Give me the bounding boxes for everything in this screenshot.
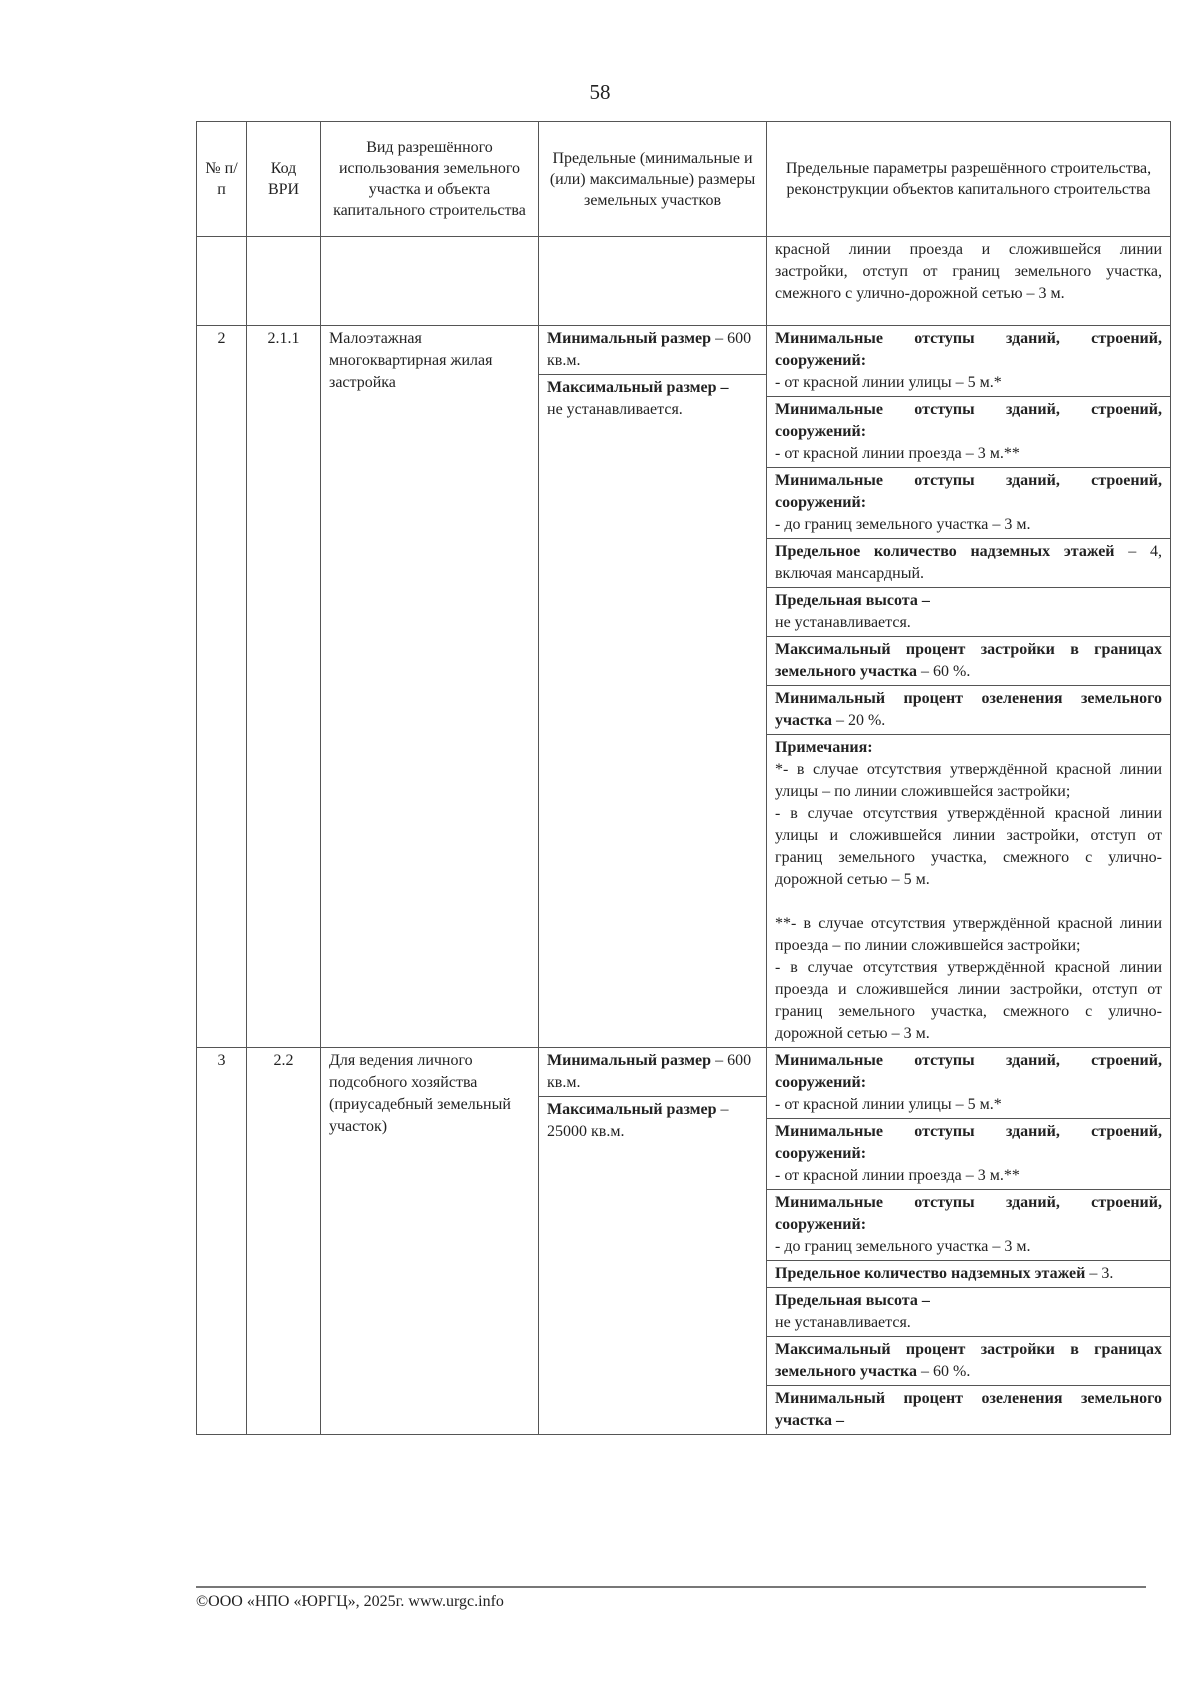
param-value: - от красной линии проезда – 3 м.** (775, 1167, 1020, 1184)
notes-title: Примечания: (775, 739, 873, 756)
footer-copyright: ©ООО «НПО «ЮРГЦ», 2025г. www.urgc.info (196, 1593, 504, 1610)
row-num: 3 (197, 1048, 247, 1435)
row-size (539, 1048, 767, 1435)
param-value: не устанавливается. (775, 1314, 911, 1331)
min-size-label: Минимальный размер (547, 330, 712, 347)
param-block (767, 686, 1170, 735)
notes-block (767, 735, 1170, 1047)
param-value: - от красной линии проезда – 3 м.** (775, 445, 1020, 462)
param-label: Минимальные отступы зданий, строений, сооружений: (775, 1194, 1162, 1233)
param-block (767, 637, 1170, 686)
param-block (767, 1288, 1170, 1337)
param-block (767, 326, 1170, 397)
param-block (767, 468, 1170, 539)
param-block (767, 397, 1170, 468)
min-size-value: – 600 кв.м. (547, 1052, 752, 1091)
param-label: Предельная высота – (775, 592, 930, 609)
header-type: Вид разрешённого использования земельного участка и объекта капитального строительства (321, 122, 539, 237)
header-code: Код ВРИ (247, 122, 321, 237)
param-label: Предельное количество надземных этажей (775, 543, 1115, 560)
max-size-value: не устанавливается. (547, 401, 683, 418)
param-value: не устанавливается. (775, 614, 911, 631)
note-line: **- в случае отсутствия утверждённой красной линии проезда – по линии сложившейся застройки; (775, 915, 1162, 954)
param-label: Максимальный процент застройки в границах земельного участка (775, 641, 1162, 680)
param-label: Минимальный процент озеленения земельного участка – (775, 1390, 1162, 1429)
param-block (767, 1261, 1170, 1288)
param-value: - до границ земельного участка – 3 м. (775, 516, 1031, 533)
row-params (767, 1048, 1171, 1435)
note-line: - в случае отсутствия утверждённой красной линии проезда и сложившейся линии застройки, отступ от границ земельного участка, смежного с улично-дорожной сетью – 3 м. (775, 959, 1162, 1042)
param-label: Максимальный процент застройки в границах земельного участка (775, 1341, 1162, 1380)
max-size (539, 375, 766, 423)
param-label: Предельное количество надземных этажей (775, 1265, 1086, 1282)
param-value: – 60 %. (917, 1363, 971, 1380)
header-size: Предельные (минимальные и (или) максимальные) размеры земельных участков (539, 122, 767, 237)
param-label: Предельная высота – (775, 1292, 930, 1309)
table-row (197, 1048, 1171, 1435)
param-block (767, 1190, 1170, 1261)
continued-params-text: красной линии проезда и сложившейся линии застройки, отступ от границ земельного участка, смежного с улично-дорожной сетью – 3 м. (767, 237, 1171, 326)
header-params: Предельные параметры разрешённого строительства, реконструкции объектов капитального строительства (767, 122, 1171, 237)
min-size (539, 1048, 766, 1097)
row-type: Для ведения личного подсобного хозяйства (приусадебный земельный участок) (321, 1048, 539, 1435)
param-block (767, 1337, 1170, 1386)
param-label: Минимальные отступы зданий, строений, сооружений: (775, 330, 1162, 369)
max-size-label: Максимальный размер (547, 1101, 717, 1118)
param-value: - от красной линии улицы – 5 м.* (775, 1096, 1002, 1113)
param-value: – 3. (1085, 1265, 1114, 1282)
note-line: - в случае отсутствия утверждённой красной линии улицы и сложившейся линии застройки, отступ от границ земельного участка, смежного с улично-дорожной сетью – 5 м. (775, 805, 1162, 888)
param-value: – 4, включая мансардный. (775, 543, 1162, 582)
min-size (539, 326, 766, 375)
note-line: *- в случае отсутствия утверждённой красной линии улицы – по линии сложившейся застройки; (775, 761, 1162, 800)
param-label: Минимальные отступы зданий, строений, сооружений: (775, 472, 1162, 511)
param-label: Минимальный процент озеленения земельного участка (775, 690, 1162, 729)
param-block (767, 539, 1170, 588)
param-value: – 20 %. (831, 712, 886, 729)
footer-divider (196, 1586, 1146, 1588)
header-num: № п/п (197, 122, 247, 237)
row-code: 2.1.1 (247, 326, 321, 1048)
regulations-table (196, 121, 1171, 1435)
table-header-row (197, 122, 1171, 237)
param-block (767, 1048, 1170, 1119)
min-size-label: Минимальный размер (547, 1052, 712, 1069)
row-params (767, 326, 1171, 1048)
param-label: Минимальные отступы зданий, строений, сооружений: (775, 1123, 1162, 1162)
row-size (539, 326, 767, 1048)
param-label: Минимальные отступы зданий, строений, сооружений: (775, 1052, 1162, 1091)
max-size-value: – 25000 кв.м. (547, 1101, 729, 1140)
param-value: - от красной линии улицы – 5 м.* (775, 374, 1002, 391)
row-num: 2 (197, 326, 247, 1048)
row-type: Малоэтажная многоквартирная жилая застройка (321, 326, 539, 1048)
param-block (767, 1386, 1170, 1434)
param-value: - до границ земельного участка – 3 м. (775, 1238, 1031, 1255)
table-row (197, 326, 1171, 1048)
param-value: – 60 %. (917, 663, 971, 680)
param-block (767, 1119, 1170, 1190)
table-row-continued (197, 237, 1171, 326)
param-label: Минимальные отступы зданий, строений, сооружений: (775, 401, 1162, 440)
max-size-label: Максимальный размер – (547, 379, 729, 396)
max-size (539, 1097, 766, 1145)
min-size-value: – 600 кв.м. (547, 330, 752, 369)
param-block (767, 588, 1170, 637)
row-code: 2.2 (247, 1048, 321, 1435)
page-number: 58 (589, 80, 611, 104)
